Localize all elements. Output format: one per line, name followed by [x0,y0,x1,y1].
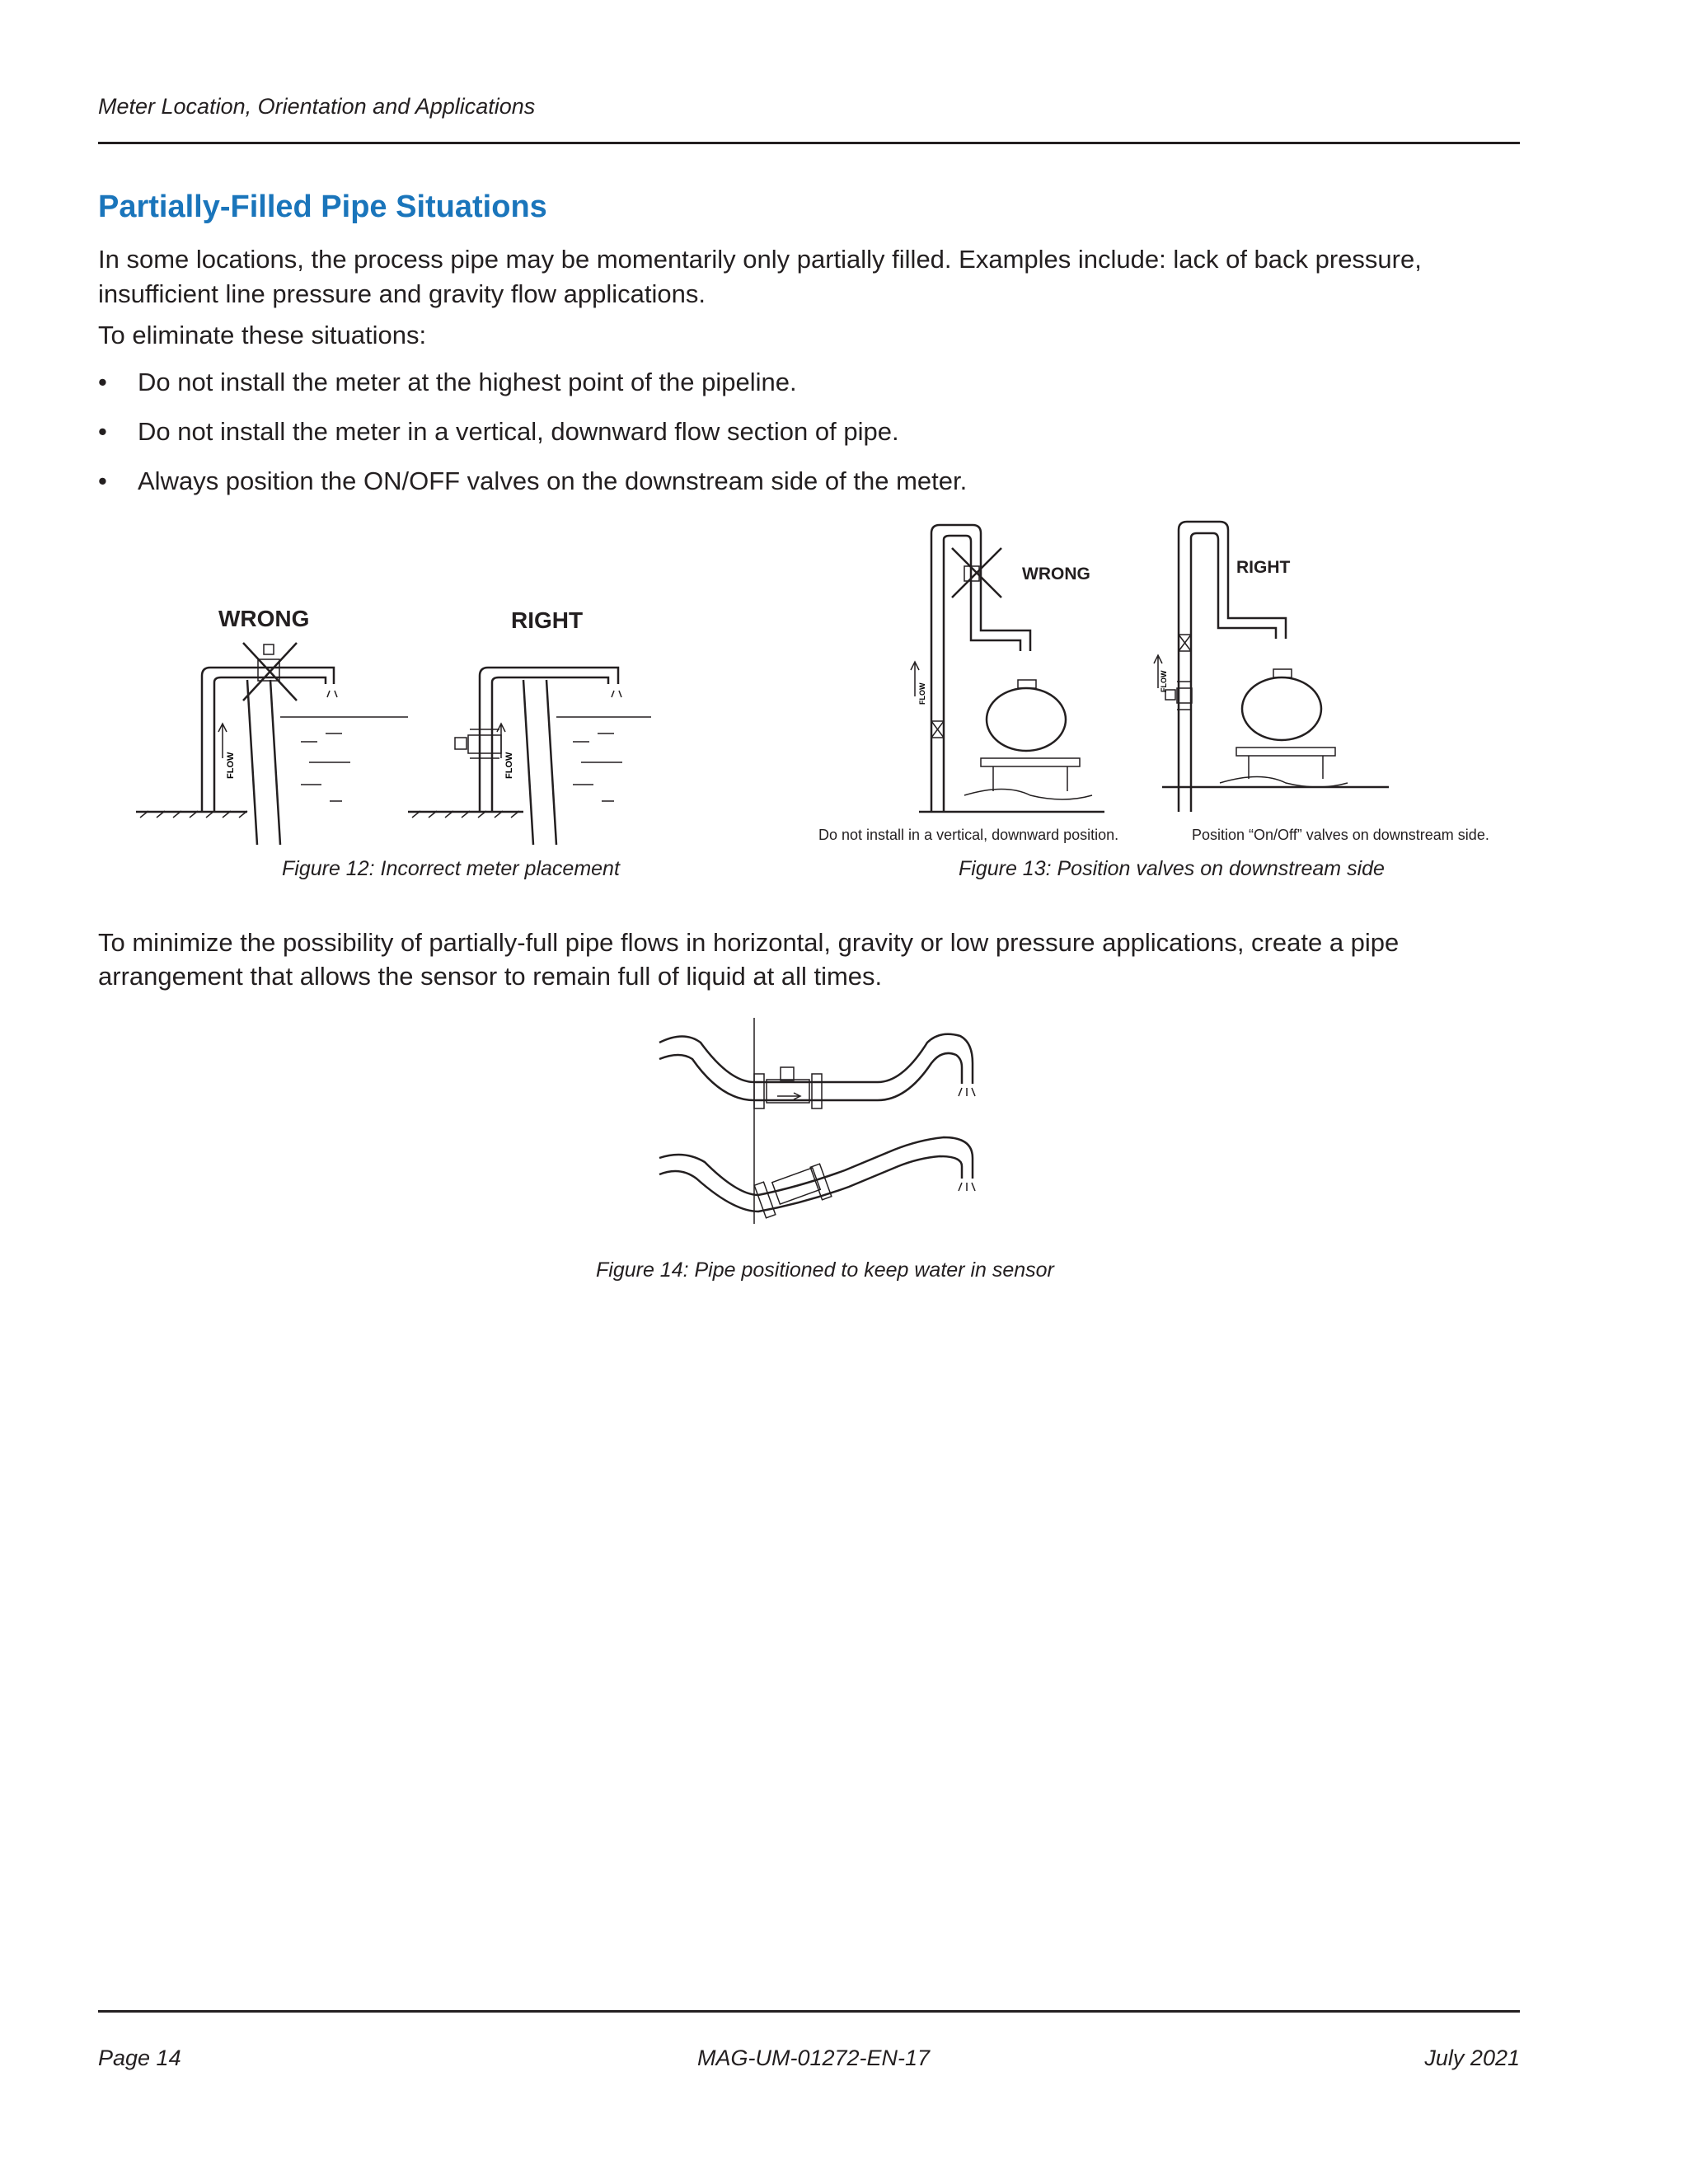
figure-13-illustration [907,515,1434,820]
footer-rule [98,2010,1520,2013]
fig12-flow-label-wrong: FLOW [226,752,236,779]
figure-12-caption: Figure 12: Incorrect meter placement [282,857,620,880]
figure-13-caption: Figure 13: Position valves on downstream side [959,857,1385,880]
footer-date: July 2021 [1424,2046,1520,2070]
fig12-right-label: RIGHT [511,607,584,633]
closing-line-2: arrangement that allows the sensor to remain full of liquid at all times. [98,962,883,991]
footer-page-number: Page 14 [98,2046,181,2070]
running-head: Meter Location, Orientation and Applications [98,94,536,119]
bullet-text: Always position the ON/OFF valves on the downstream side of the meter. [138,466,968,495]
fig12-wrong-label: WRONG [218,606,310,631]
figure-13-note-right: Position “On/Off” valves on downstream side. [1192,827,1489,843]
bullet-mark: • [98,417,107,446]
bullet-text: Do not install the meter in a vertical, downward flow section of pipe. [138,417,899,446]
closing-line-1: To minimize the possibility of partially-full pipe flows in horizontal, gravity or low pressure applications, create a pipe [98,928,1400,957]
figure-13-note-left: Do not install in a vertical, downward position. [818,827,1119,843]
fig13-flow-label-wrong: FLOW [918,682,926,705]
footer-doc-id: MAG-UM-01272-EN-17 [697,2046,931,2070]
intro-line-2: insufficient line pressure and gravity flow applications. [98,279,706,308]
bullet-mark: • [98,368,107,396]
intro-line-1: In some locations, the process pipe may be momentarily only partially filled. Examples include: lack of back pressure, [98,245,1422,274]
lead-text: To eliminate these situations: [98,321,427,349]
bullet-text: Do not install the meter at the highest point of the pipeline. [138,368,797,396]
fig13-wrong-label: WRONG [1022,565,1090,583]
bullet-mark: • [98,466,107,495]
fig13-flow-label-right: FLOW [1160,670,1168,692]
fig12-flow-label-right: FLOW [504,752,514,779]
figure-14-illustration [655,1018,985,1224]
figure-14-caption: Figure 14: Pipe positioned to keep water in sensor [596,1258,1054,1282]
fig13-right-label: RIGHT [1236,558,1291,577]
figure-12-illustration [124,593,668,857]
section-title: Partially-Filled Pipe Situations [98,190,547,224]
header-rule [98,142,1520,144]
